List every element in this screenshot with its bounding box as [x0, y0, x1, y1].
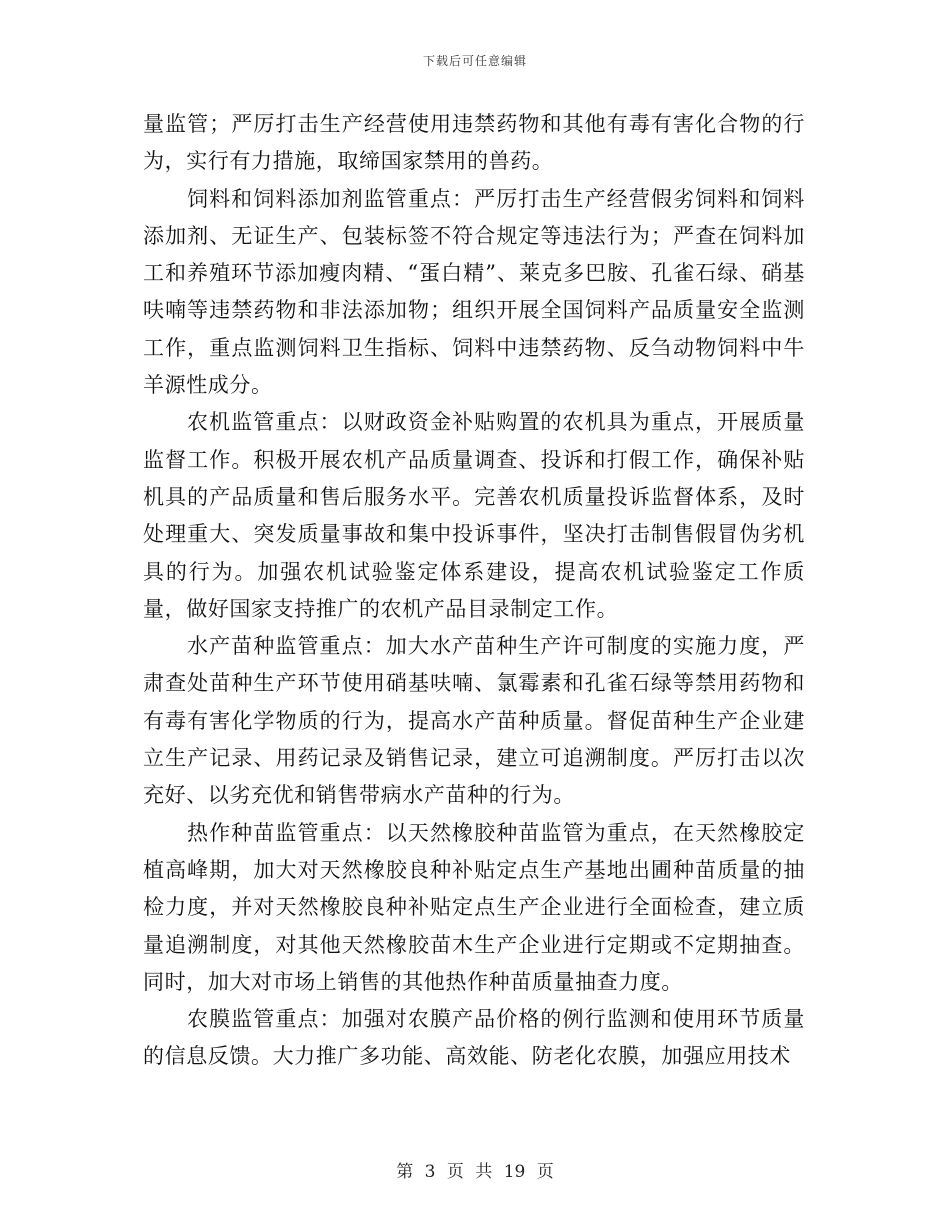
- paragraph-continuation: 量监管；严厉打击生产经营使用违禁药物和其他有毒有害化合物的行为，实行有力措施，取缔国家禁用的兽药。: [143, 112, 805, 174]
- paragraph-aquatic-seedling-supervision: 水产苗种监管重点：加大水产苗种生产许可制度的实施力度，严肃查处苗种生产环节使用硝基呋喃、氯霉素和孔雀石绿等禁用药物和有毒有害化学物质的行为，提高水产苗种质量。督促苗种生产企业建立生产记录、用药记录及销售记录，建立可追溯制度。严厉打击以次充好、以劣充优和销售带病水产苗种的行为。: [143, 634, 805, 808]
- document-body: [143, 106, 805, 1076]
- page-footer: 第 3 页 共 19 页: [396, 1162, 554, 1182]
- paragraph-farm-machinery-supervision: 农机监管重点：以财政资金补贴购置的农机具为重点，开展质量监督工作。积极开展农机产品质量调查、投诉和打假工作，确保补贴机具的产品质量和售后服务水平。完善农机质量投诉监督体系，及时处理重大、突发质量事故和集中投诉事件，坚决打击制售假冒伪劣机具的行为。加强农机试验鉴定体系建设，提高农机试验鉴定工作质量，做好国家支持推广的农机产品目录制定工作。: [143, 410, 805, 621]
- paragraph-tropical-seedling-supervision: 热作种苗监管重点：以天然橡胶种苗监管为重点，在天然橡胶定植高峰期，加大对天然橡胶良种补贴定点生产基地出圃种苗质量的抽检力度，并对天然橡胶良种补贴定点生产企业进行全面检查，建立质量追溯制度，对其他天然橡胶苗木生产企业进行定期或不定期抽查。同时，加大对市场上销售的其他热作种苗质量抽查力度。: [143, 820, 805, 994]
- paragraph-agricultural-film-supervision: 农膜监管重点：加强对农膜产品价格的例行监测和使用环节质量的信息反馈。大力推广多功能、高效能、防老化农膜，加强应用技术: [143, 1007, 805, 1069]
- paragraph-feed-supervision: 饲料和饲料添加剂监管重点：严厉打击生产经营假劣饲料和饲料添加剂、无证生产、包装标签不符合规定等违法行为；严查在饲料加工和养殖环节添加瘦肉精、“蛋白精”、莱克多巴胺、孔雀石绿、硝基呋喃等违禁药物和非法添加物；组织开展全国饲料产品质量安全监测工作，重点监测饲料卫生指标、饲料中违禁药物、反刍动物饲料中牛羊源性成分。: [143, 186, 805, 398]
- page-header: 下载后可任意编辑: [422, 54, 527, 68]
